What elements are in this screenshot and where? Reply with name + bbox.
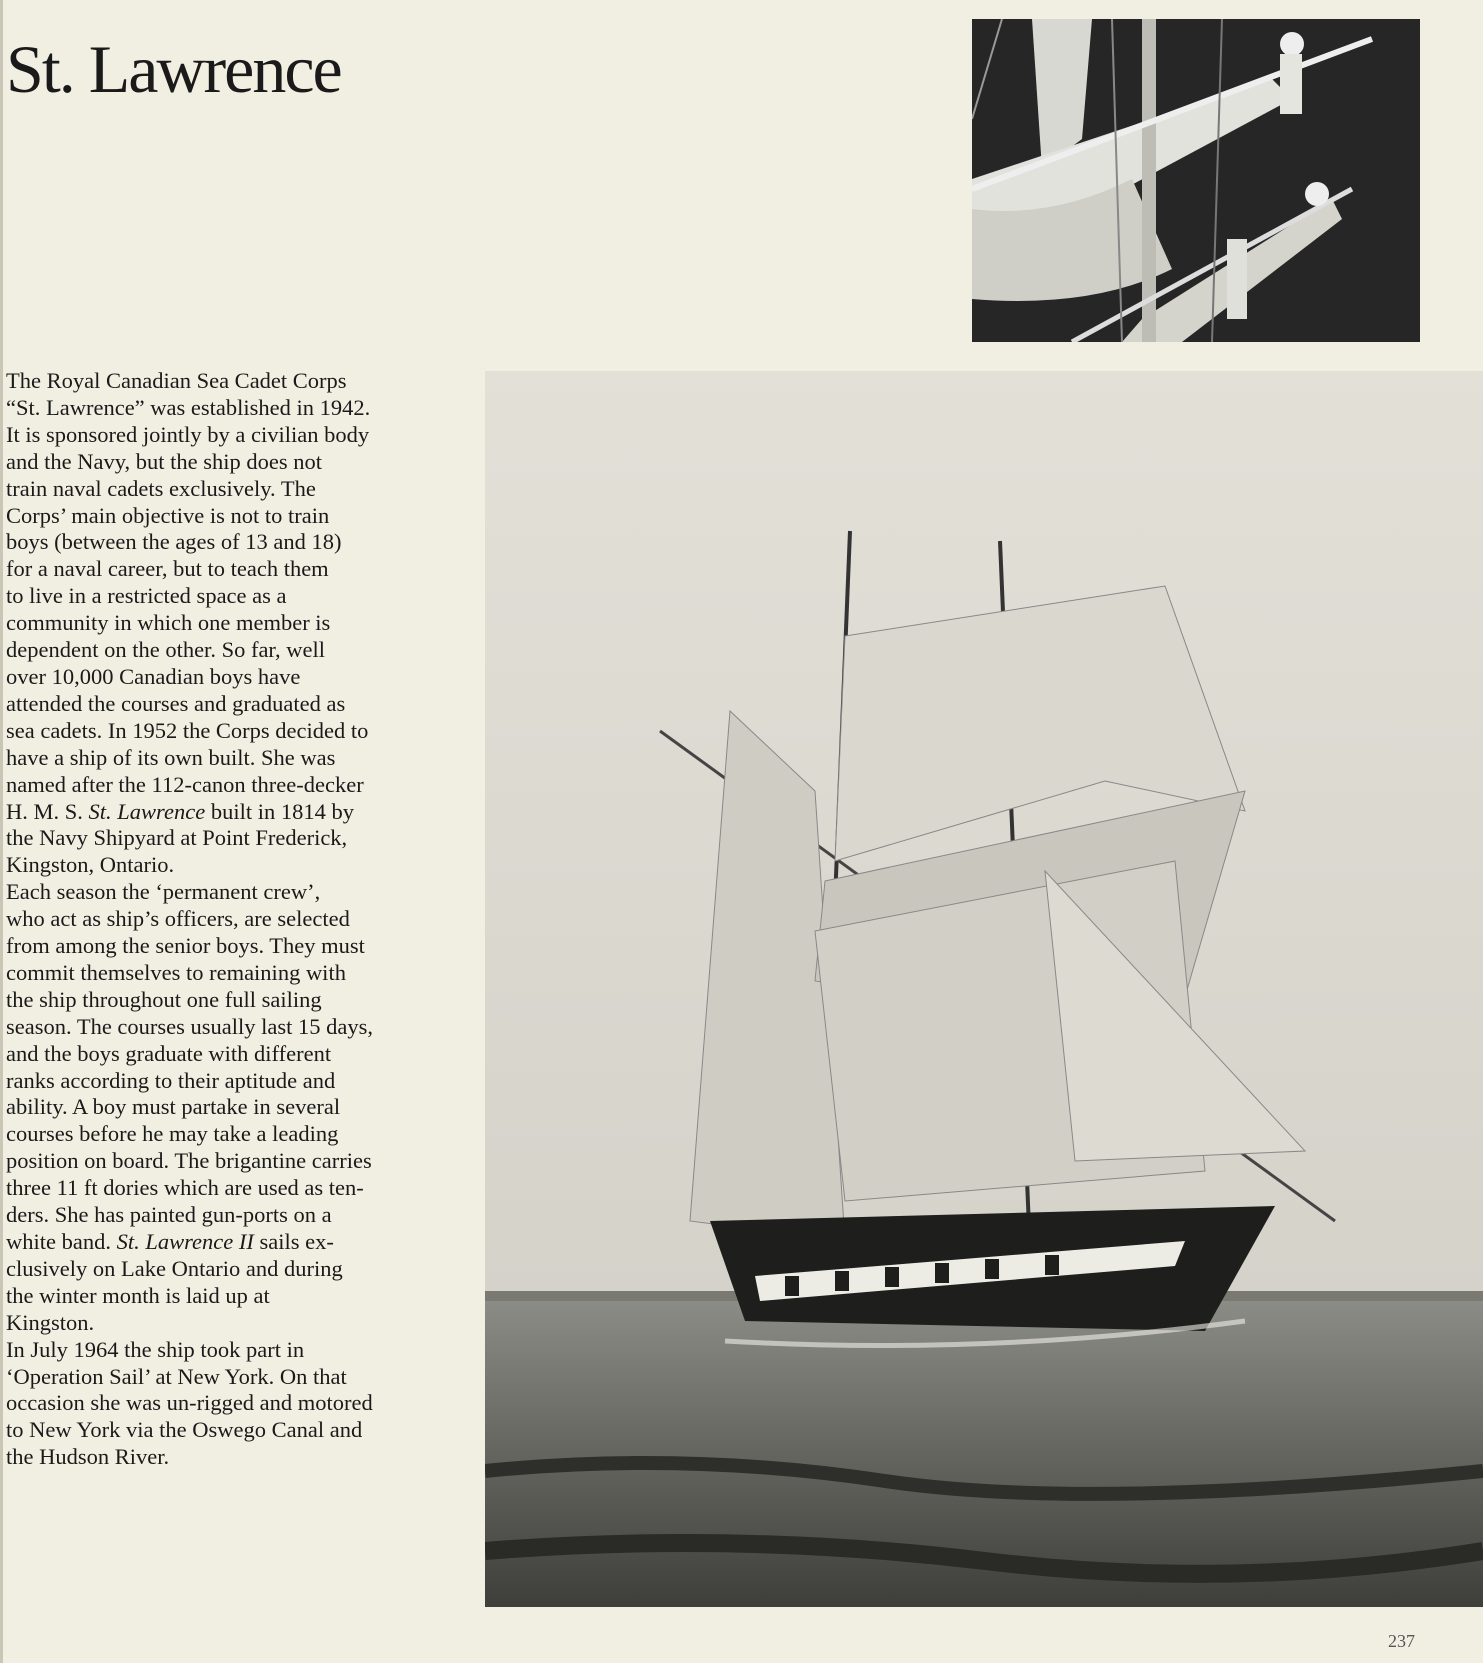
text-line — [6, 799, 466, 826]
photo-brigantine-under-sail — [485, 371, 1483, 1607]
text-line: community in which one member is — [6, 610, 331, 636]
ship-name-italic: St. Lawrence II — [116, 1229, 254, 1254]
ship-name-italic: St. Lawrence — [88, 798, 206, 824]
page-title: St. Lawrence — [6, 31, 341, 107]
photo-cadets-on-yards — [972, 19, 1420, 342]
text-line: the winter month is laid up at — [6, 1282, 270, 1308]
text-line: for a naval career, but to teach them — [6, 556, 329, 582]
text-line: ‘Operation Sail’ at New York. On that — [6, 1363, 347, 1389]
text-line: sea cadets. In 1952 the Corps decided to — [6, 717, 369, 743]
text-line: courses before he may take a leading — [6, 1121, 339, 1147]
article-body — [6, 368, 466, 1471]
text-line: who act as ship’s officers, are selected — [6, 906, 350, 932]
text-line: season. The courses usually last 15 days, — [6, 1013, 374, 1039]
text-line: ability. A boy must partake in several — [6, 1094, 341, 1120]
text-line: have a ship of its own built. She was — [6, 744, 336, 770]
text-fragment: built in 1814 by — [205, 798, 354, 824]
text-line: three 11 ft dories which are used as ten- — [6, 1175, 364, 1201]
text-line: from among the senior boys. They must — [6, 933, 365, 959]
text-fragment: H. M. S. — [6, 798, 89, 824]
text-line: over 10,000 Canadian boys have — [6, 663, 301, 689]
text-line: to live in a restricted space as a — [6, 583, 287, 609]
text-line: clusively on Lake Ontario and during — [6, 1255, 343, 1281]
text-line: and the boys graduate with different — [6, 1040, 332, 1066]
text-line: and the Navy, but the ship does not — [6, 448, 322, 474]
text-line: the Hudson River. — [6, 1444, 170, 1470]
text-line: The Royal Canadian Sea Cadet Corps — [6, 368, 347, 393]
text-line: In July 1964 the ship took part in — [6, 1336, 305, 1362]
book-spine-edge — [0, 0, 3, 1663]
text-line: Each season the ‘permanent crew’, — [6, 879, 321, 905]
text-line: train naval cadets exclusively. The — [6, 475, 316, 501]
text-line: named after the 112-canon three-decker — [6, 771, 364, 797]
text-line: Corps’ main objective is not to train — [6, 502, 330, 528]
text-line: It is sponsored jointly by a civilian body — [6, 421, 370, 447]
text-line: commit themselves to remaining with — [6, 959, 346, 985]
text-line: the ship throughout one full sailing — [6, 986, 322, 1012]
text-line: ders. She has painted gun-ports on a — [6, 1202, 332, 1228]
text-line: boys (between the ages of 13 and 18) — [6, 529, 342, 555]
text-line — [6, 1229, 466, 1256]
text-line: ranks according to their aptitude and — [6, 1067, 336, 1093]
text-fragment: white band. — [6, 1229, 117, 1254]
text-fragment: sails ex- — [253, 1229, 334, 1254]
text-line: “St. Lawrence” was established in 1942. — [6, 394, 371, 420]
text-line: Kingston, Ontario. — [6, 852, 175, 878]
text-line: Kingston. — [6, 1309, 95, 1335]
page-number: 237 — [1388, 1631, 1415, 1651]
text-line: dependent on the other. So far, well — [6, 637, 326, 663]
text-line: to New York via the Oswego Canal and — [6, 1417, 363, 1443]
text-line: position on board. The brigantine carries — [6, 1148, 372, 1174]
text-line: attended the courses and graduated as — [6, 690, 346, 716]
text-line: occasion she was un-rigged and motored — [6, 1390, 373, 1416]
text-line: the Navy Shipyard at Point Frederick, — [6, 825, 348, 851]
